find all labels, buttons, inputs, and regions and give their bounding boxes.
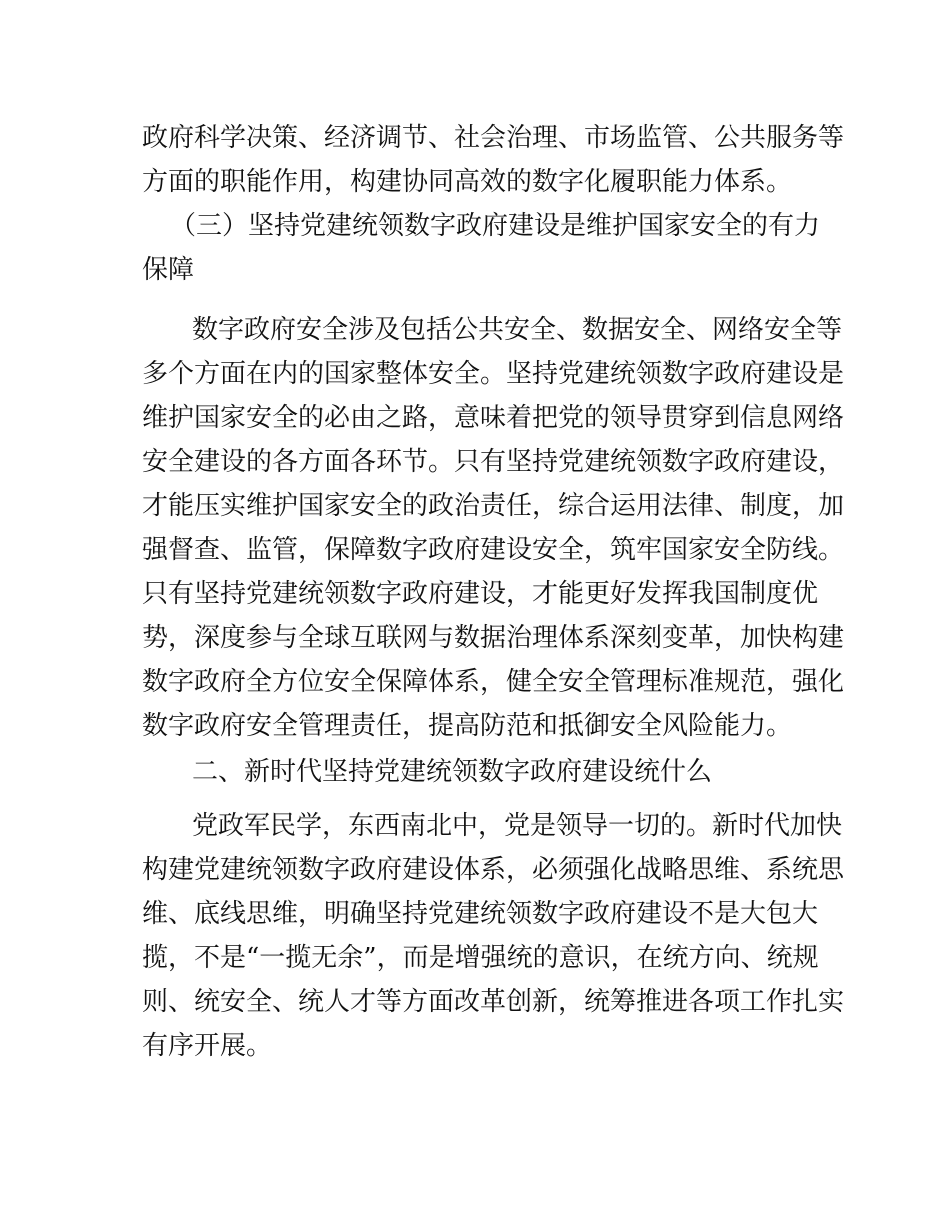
paragraph-1-line-2: 方面的职能作用，构建协同高效的数字化履职能力体系。 bbox=[142, 167, 793, 197]
heading-3-line-2: 保障 bbox=[142, 255, 195, 285]
section-2-title: 二、新时代坚持党建统领数字政府建设统什么 bbox=[192, 757, 713, 787]
paragraph-2-line-9: 数字政府全方位安全保障体系，健全安全管理标准规范，强化 bbox=[142, 667, 845, 697]
paragraph-2-line-8: 势，深度参与全球互联网与数据治理体系深刻变革，加快构建 bbox=[142, 623, 845, 653]
paragraph-2-line-7: 只有坚持党建统领数字政府建设，才能更好发挥我国制度优 bbox=[142, 579, 819, 609]
heading-3-line-1: （三）坚持党建统领数字政府建设是维护国家安全的有力 bbox=[170, 211, 821, 241]
paragraph-3-line-1: 党政军民学，东西南北中，党是领导一切的。新时代加快 bbox=[192, 811, 843, 841]
paragraph-3-line-3: 维、底线思维，明确坚持党建统领数字政府建设不是大包大 bbox=[142, 899, 819, 929]
paragraph-3-line-6: 有序开展。 bbox=[142, 1031, 273, 1061]
paragraph-3-line-4: 揽，不是“一揽无余”，而是增强统的意识，在统方向、统规 bbox=[142, 943, 819, 973]
paragraph-2-line-10: 数字政府安全管理责任，提高防范和抵御安全风险能力。 bbox=[142, 711, 793, 741]
paragraph-2-line-3: 维护国家安全的必由之路，意味着把党的领导贯穿到信息网络 bbox=[142, 403, 845, 433]
paragraph-2-line-5: 才能压实维护国家安全的政治责任，综合运用法律、制度，加 bbox=[142, 491, 845, 521]
paragraph-2-line-6: 强督查、监管，保障数字政府建设安全，筑牢国家安全防线。 bbox=[142, 535, 845, 565]
paragraph-3-line-2: 构建党建统领数字政府建设体系，必须强化战略思维、系统思 bbox=[142, 855, 845, 885]
paragraph-3-line-5: 则、统安全、统人才等方面改革创新，统筹推进各项工作扎实 bbox=[142, 987, 845, 1017]
paragraph-2-line-2: 多个方面在内的国家整体安全。坚持党建统领数字政府建设是 bbox=[142, 359, 845, 389]
paragraph-2-line-4: 安全建设的各方面各环节。只有坚持党建统领数字政府建设， bbox=[142, 447, 845, 477]
paragraph-1-line-1: 政府科学决策、经济调节、社会治理、市场监管、公共服务等 bbox=[142, 123, 845, 153]
paragraph-2-line-1: 数字政府安全涉及包括公共安全、数据安全、网络安全等 bbox=[192, 315, 843, 345]
